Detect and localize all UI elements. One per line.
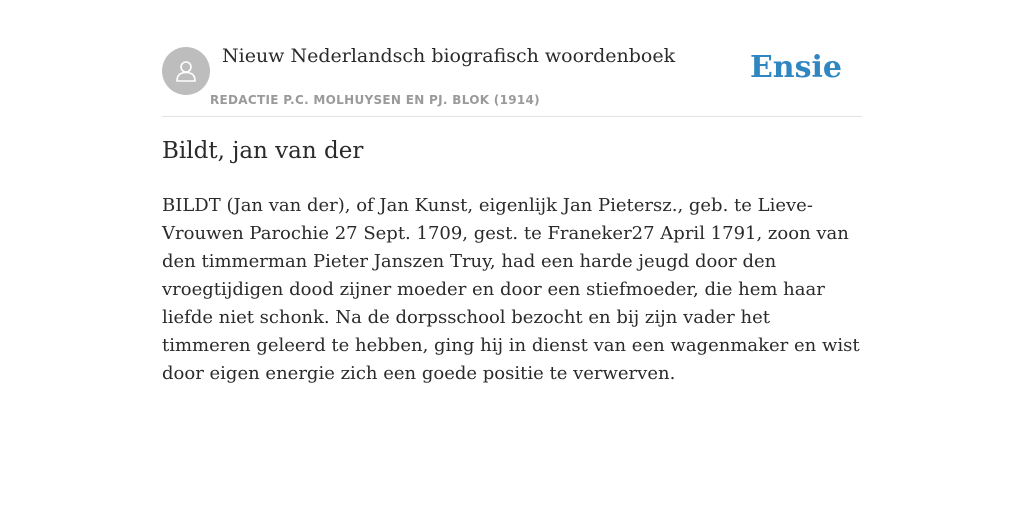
entry-title: Bildt, jan van der bbox=[162, 138, 364, 164]
source-title[interactable]: Nieuw Nederlandsch biografisch woordenboek bbox=[222, 45, 676, 67]
entry-card bbox=[162, 0, 862, 384]
source-header bbox=[162, 0, 862, 117]
ensie-logo[interactable]: Ensie bbox=[749, 50, 842, 85]
user-silhouette-icon bbox=[173, 58, 199, 84]
source-editors: REDACTIE P.C. MOLHUYSEN EN PJ. BLOK (1914) bbox=[210, 93, 540, 107]
source-avatar[interactable] bbox=[162, 47, 210, 95]
entry-body: BILDT (Jan van der), of Jan Kunst, eigenlijk Jan Pietersz., geb. te Lieve-Vrouwen Parochie 27 Sept. 1709, gest. te Franeker27 April 1791, zoon van den timmerman Pieter Janszen Truy, had een harde jeugd door den vroegtijdigen dood zijner moeder en door een stiefmoeder, die hem haar liefde niet schonk. Na de dorpsschool bezocht en bij zijn vader het timmeren geleerd te hebben, ging hij in dienst van een wagenmaker en wist door eigen energie zich een goede positie te verwerven. bbox=[162, 195, 860, 384]
